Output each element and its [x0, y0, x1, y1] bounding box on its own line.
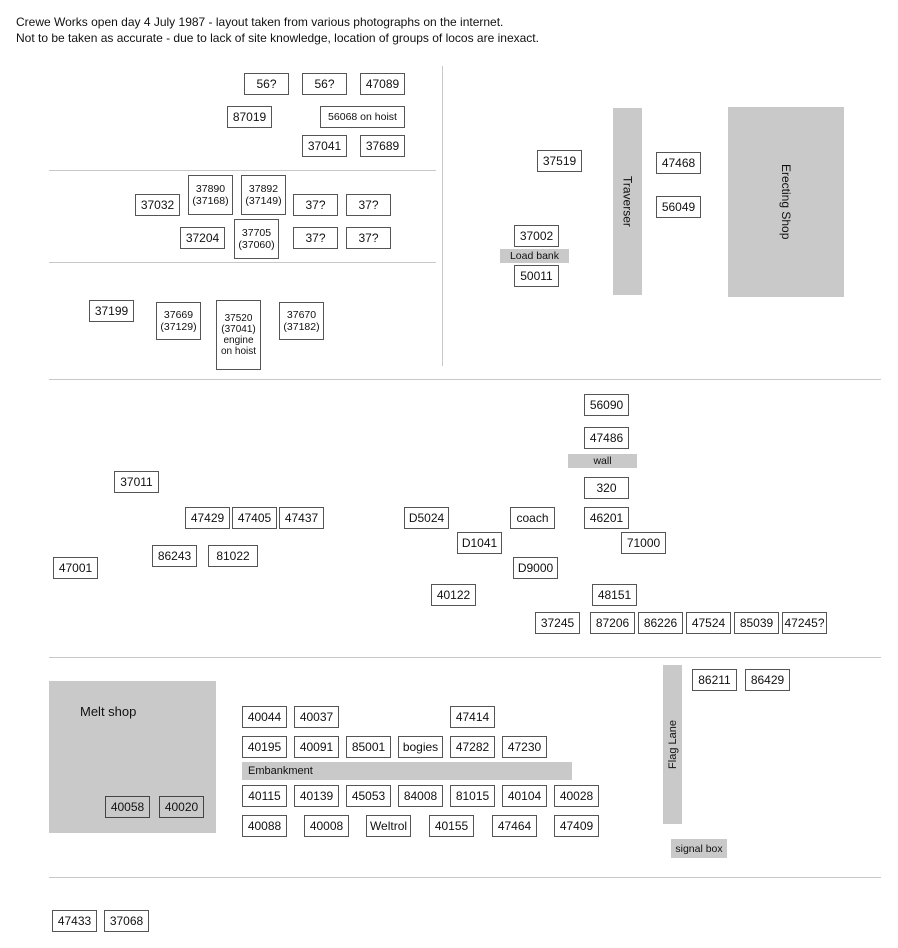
loco-box: 47282: [450, 736, 495, 758]
loco-box: 47464: [492, 815, 537, 837]
flag-lane: [663, 665, 682, 824]
loco-box: 37041: [302, 135, 347, 157]
melt-shop-label: Melt shop: [80, 704, 137, 719]
loco-box: D5024: [404, 507, 449, 529]
loco-box: 40155: [429, 815, 474, 837]
loco-box: 47524: [686, 612, 731, 634]
divider: [442, 66, 443, 366]
loco-box: 37032: [135, 194, 180, 216]
loco-box: bogies: [398, 736, 443, 758]
loco-box: 37199: [89, 300, 134, 322]
loco-box: 85001: [346, 736, 391, 758]
loco-box: 40028: [554, 785, 599, 807]
signal-box-label: signal box: [675, 842, 723, 855]
loco-box: 86211: [692, 669, 737, 691]
loco-box: 48151: [592, 584, 637, 606]
loco-box: 40195: [242, 736, 287, 758]
loco-box: 40088: [242, 815, 287, 837]
loco-box: 37?: [293, 194, 338, 216]
load-bank: [500, 249, 569, 263]
wall: [568, 454, 637, 468]
loco-box: 50011: [514, 265, 559, 287]
traverser-label: Traverser: [620, 176, 635, 227]
loco-box: 37?: [346, 227, 391, 249]
loco-box: 37?: [346, 194, 391, 216]
loco-box: D1041: [457, 532, 502, 554]
loco-box: 56090: [584, 394, 629, 416]
loco-box: 37689: [360, 135, 405, 157]
loco-box: 37669 (37129): [156, 302, 201, 340]
divider: [49, 262, 436, 263]
loco-box: 46201: [584, 507, 629, 529]
loco-box: 40037: [294, 706, 339, 728]
loco-box: 47001: [53, 557, 98, 579]
loco-box: 84008: [398, 785, 443, 807]
loco-box: 47089: [360, 73, 405, 95]
loco-box: 37011: [114, 471, 159, 493]
loco-box: 87206: [590, 612, 635, 634]
loco-box: coach: [510, 507, 555, 529]
loco-box: 56?: [302, 73, 347, 95]
loco-box: 40104: [502, 785, 547, 807]
loco-box: 47437: [279, 507, 324, 529]
loco-box: 86226: [638, 612, 683, 634]
loco-box: 87019: [227, 106, 272, 128]
loco-box: 86429: [745, 669, 790, 691]
erecting-shop: [728, 107, 844, 297]
flag-lane-label: Flag Lane: [666, 720, 679, 769]
divider: [49, 170, 436, 171]
loco-box: 47245?: [782, 612, 827, 634]
loco-box: 56?: [244, 73, 289, 95]
loco-box: 71000: [621, 532, 666, 554]
wall-label: wall: [593, 455, 612, 467]
embankment: [242, 762, 572, 780]
loco-box: Weltrol: [366, 815, 411, 837]
divider: [49, 657, 881, 658]
loco-box: 47414: [450, 706, 495, 728]
embankment-label: Embankment: [248, 765, 313, 777]
loco-box: 40008: [304, 815, 349, 837]
loco-box: D9000: [513, 557, 558, 579]
loco-box: 37520 (37041) engine on hoist: [216, 300, 261, 370]
loco-box: 40139: [294, 785, 339, 807]
loco-box: 81015: [450, 785, 495, 807]
loco-box: 40091: [294, 736, 339, 758]
loco-box: 37?: [293, 227, 338, 249]
divider: [49, 379, 881, 380]
loco-box: 37068: [104, 910, 149, 932]
loco-box: 40044: [242, 706, 287, 728]
loco-box: 81022: [208, 545, 258, 567]
loco-box: 37002: [514, 225, 559, 247]
header-disclaimer: Not to be taken as accurate - due to lack of site knowledge, location of groups of locos are inexact.: [16, 31, 539, 45]
loco-box: 37890 (37168): [188, 175, 233, 215]
loco-box: 86243: [152, 545, 197, 567]
loco-box: 40020: [159, 796, 204, 818]
loco-box: 47405: [232, 507, 277, 529]
loco-box: 47409: [554, 815, 599, 837]
loco-box: 37245: [535, 612, 580, 634]
loco-box: 37204: [180, 227, 225, 249]
loco-box: 47230: [502, 736, 547, 758]
loco-box: 56049: [656, 196, 701, 218]
loco-box: 40115: [242, 785, 287, 807]
divider: [49, 877, 881, 878]
erecting-shop-label: Erecting Shop: [779, 164, 793, 240]
header-title: Crewe Works open day 4 July 1987 - layout taken from various photographs on the internet.: [16, 15, 504, 29]
loco-box: 45053: [346, 785, 391, 807]
loco-box: 47468: [656, 152, 701, 174]
loco-box: 40058: [105, 796, 150, 818]
loco-box: 47433: [52, 910, 97, 932]
loco-box: 37892 (37149): [241, 175, 286, 215]
loco-box: 37705 (37060): [234, 219, 279, 259]
loco-box: 47429: [185, 507, 230, 529]
signal-box: [671, 839, 727, 858]
loco-box: 40122: [431, 584, 476, 606]
loco-box: 37670 (37182): [279, 302, 324, 340]
loco-box: 85039: [734, 612, 779, 634]
loco-box: 47486: [584, 427, 629, 449]
loco-box: 320: [584, 477, 629, 499]
header-notes: [16, 14, 539, 46]
traverser: [613, 108, 642, 295]
loco-box: 37519: [537, 150, 582, 172]
load-bank-label: Load bank: [509, 250, 560, 262]
loco-box: 56068 on hoist: [320, 106, 405, 128]
